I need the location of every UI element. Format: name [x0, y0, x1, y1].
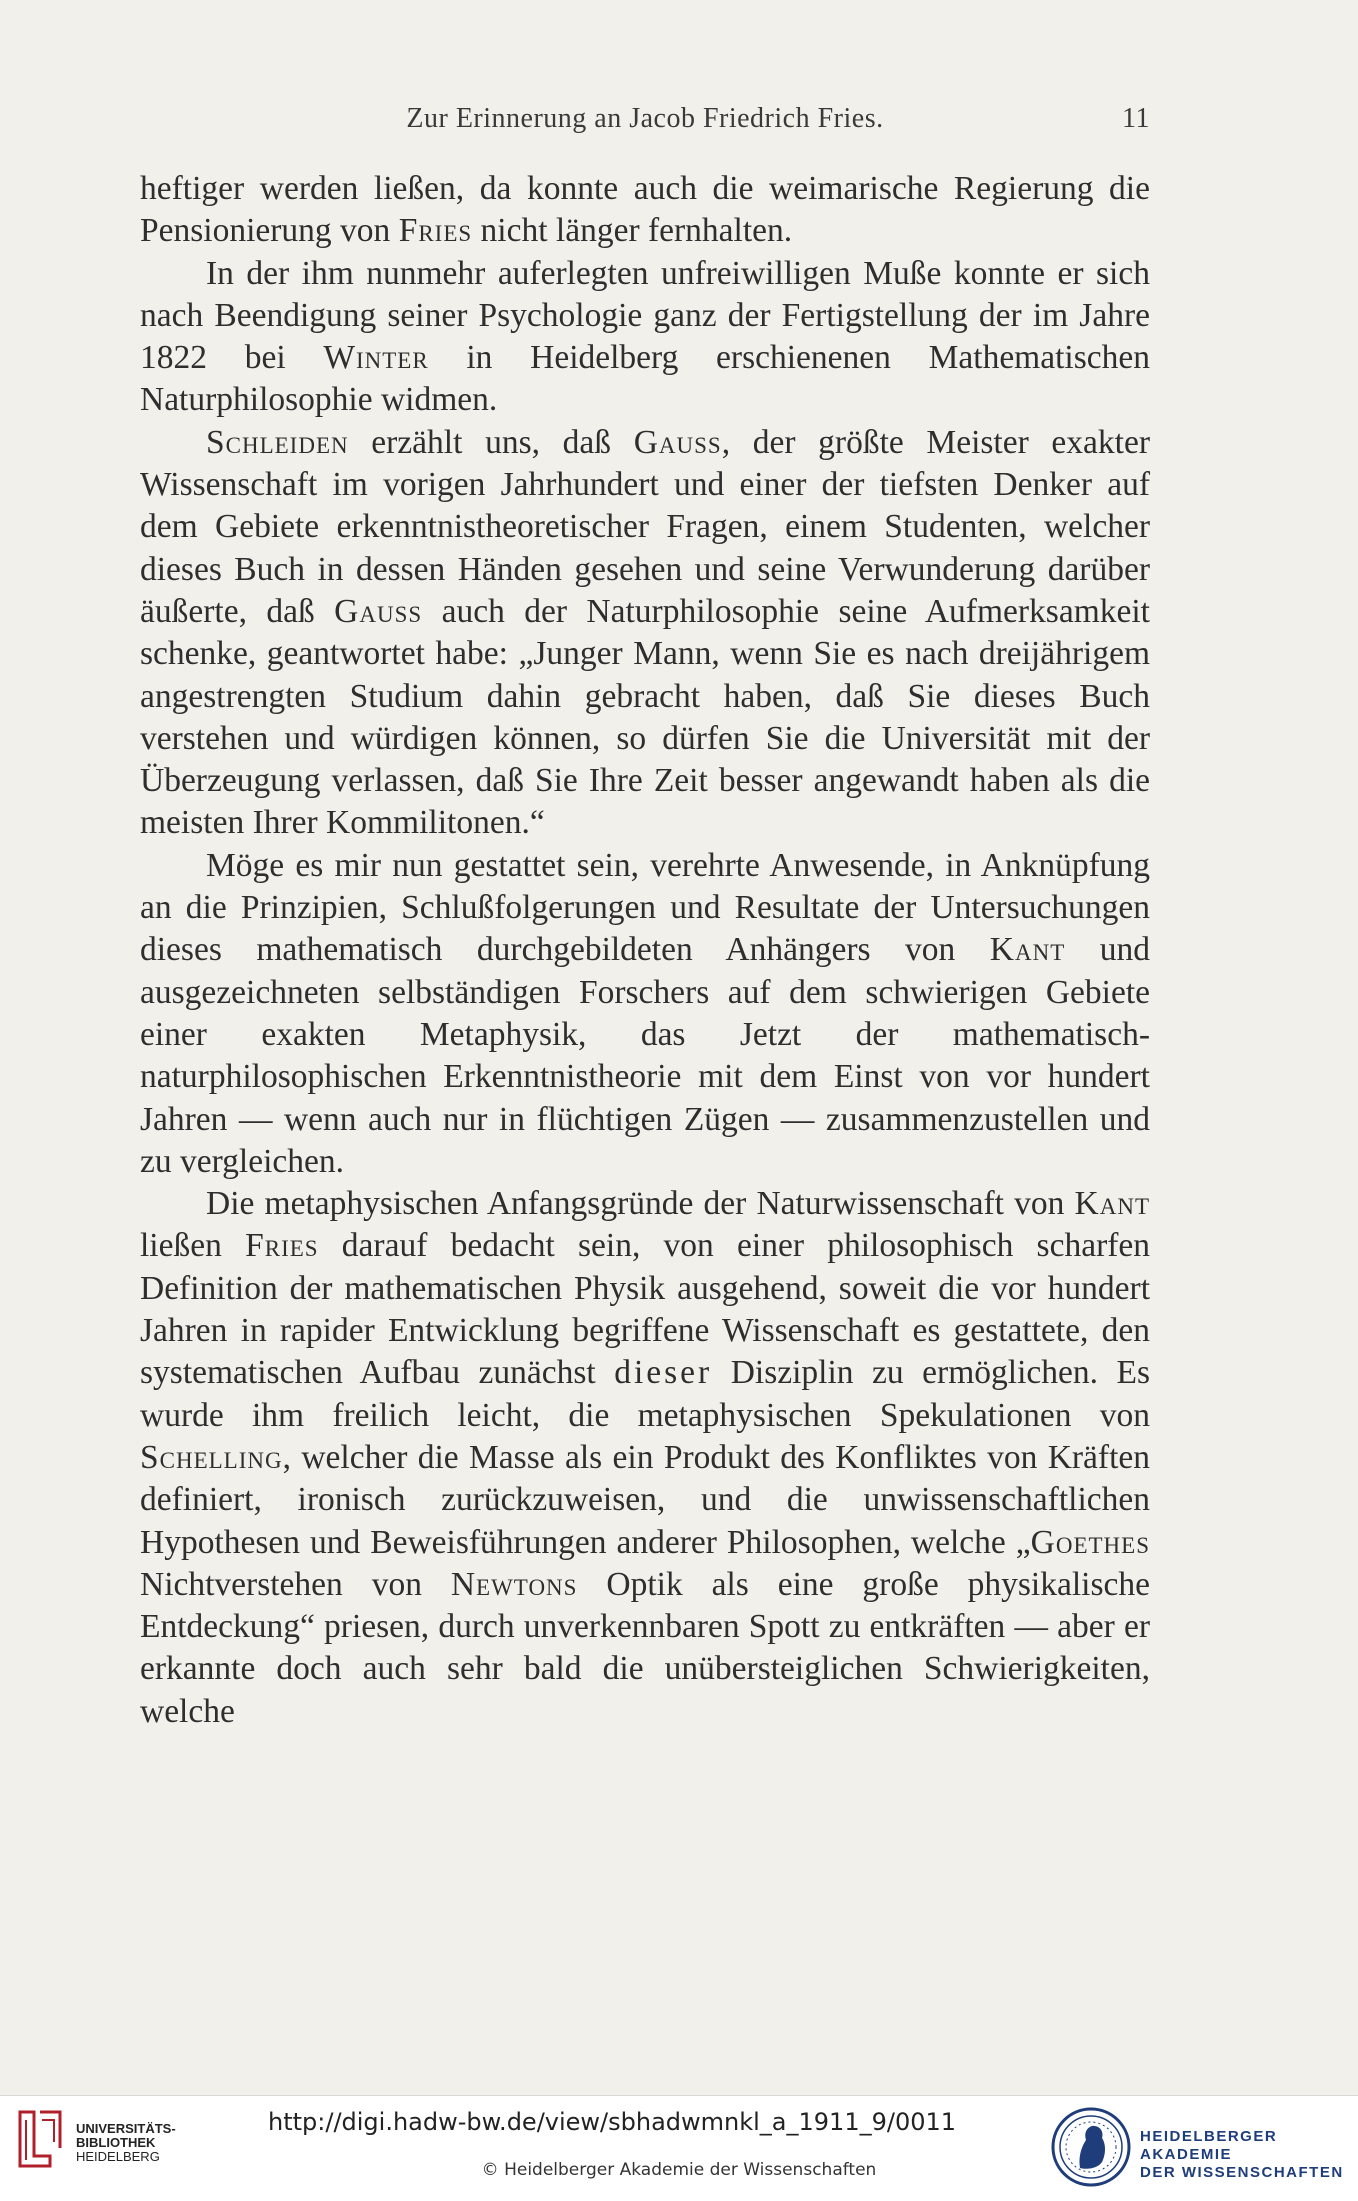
name-smallcaps: Kant [1074, 1185, 1150, 1223]
library-name-line: BIBLIOTHEK [76, 2135, 156, 2150]
text-run: in Heidelberg erschienenen Mathematischen Naturphilosophie widmen. [140, 339, 1150, 419]
text-run: erzählt uns, daß [348, 423, 634, 461]
library-name-line: HEIDELBERG [76, 2149, 160, 2164]
permalink-url[interactable]: http://digi.hadw-bw.de/view/sbhadwmnkl_a_1911_9/0011 [268, 2108, 957, 2136]
academy-name [1140, 2128, 1358, 2182]
academy-name-line: HEIDELBERGER AKADEMIE [1140, 2128, 1278, 2163]
name-smallcaps: Schleiden [206, 423, 349, 461]
name-smallcaps: Gauss [633, 423, 722, 461]
library-name [76, 2122, 176, 2164]
text-run: Nichtverstehen von [140, 1565, 451, 1603]
text-run: und ausgezeichneten selbständigen Forschers auf dem schwierigen Gebiete einer exakten Metaphysik, das Jetzt der mathematisch-naturphilosophischen Erkenntnistheorie mit dem Einst von vor hundert Jahren — wenn auch nur in flüchtigen Zügen — zusammenzustellen und zu vergleichen. [140, 931, 1151, 1180]
paragraph-1 [140, 168, 1150, 253]
text-run: ließen [140, 1227, 246, 1265]
paragraph-3 [140, 422, 1150, 845]
text-run: , welcher die Masse als ein Produkt des Konfliktes von Kräften definiert, ironisch zurückzuweisen, und die unwissenschaftlichen Hypothesen und Beweisführungen anderer Philosophen, welche „ [140, 1438, 1150, 1561]
text-run: Möge es mir nun gestattet sein, verehrte Anwesende, in Anknüpfung an die Prinzipien, Schlußfolgerungen und Resultate der Untersuchungen dieses mathematisch durchgebildeten Anhängers von [140, 846, 1150, 969]
name-smallcaps: Goethes [1030, 1523, 1150, 1561]
text-run: , der größte Meister exakter Wissenschaft im vorigen Jahrhundert und einer der tiefsten Denker auf dem Gebiete erkenntnistheoretischer Fragen, einem Studenten, welcher dieses Buch in dessen Händen gesehen und seine Verwunderung darüber äußerte, daß [140, 423, 1150, 630]
academy-seal-icon [1050, 2106, 1132, 2188]
text-run: nicht länger fernhalten. [472, 212, 793, 250]
text-run: darauf bedacht sein, von einer philosophisch scharfen Definition der mathematischen Physik ausgehend, soweit die vor hundert Jahren in rapider Entwicklung begriffene Wissenschaft es gestattete, den systematischen Aufbau zunächst [140, 1227, 1150, 1392]
name-smallcaps: Schelling [140, 1438, 283, 1476]
copyright-notice: © Heidelberger Akademie der Wissenschaften [481, 2160, 877, 2180]
name-smallcaps: Fries [245, 1227, 319, 1265]
text-run: auch der Naturphilosophie seine Aufmerksamkeit schenke, geantwortet habe: „Junger Mann, wenn Sie es nach dreijährigem angestrengten Studium dahin gebracht haben, daß Sie dieses Buch verstehen und würdigen können, so dürfen Sie die Universität mit der Überzeugung verlassen, daß Sie Ihre Zeit besser angewandt haben als die meisten Ihrer Kommilitonen.“ [140, 592, 1150, 842]
text-run: In der ihm nunmehr auferlegten unfreiwilligen Muße konnte er sich nach Beendigung seiner Psychologie ganz der Fertigstellung der im Jahre 1822 bei [140, 254, 1150, 377]
academy-name-line: DER WISSENSCHAFTEN [1140, 2164, 1344, 2181]
paragraph-2 [140, 253, 1150, 422]
name-smallcaps: Newtons [450, 1565, 578, 1603]
name-smallcaps: Winter [323, 339, 429, 377]
page-number: 11 [1122, 103, 1150, 134]
viewer-footer [0, 2095, 1358, 2201]
paragraph-4 [140, 845, 1150, 1183]
running-title: Zur Erinnerung an Jacob Friedrich Fries. [406, 103, 884, 134]
text-run: Die metaphysischen Anfangsgründe der Naturwissenschaft von [206, 1185, 1075, 1223]
name-smallcaps: Fries [398, 212, 473, 250]
emphasis-spaced: dieser [614, 1354, 713, 1392]
text-run: Optik als eine große physikalische Entdeckung“ priesen, durch unverkennbaren Spott zu entkräften — aber er erkannte doch auch sehr bald die unübersteiglichen Schwierigkeiten, welche [140, 1565, 1150, 1730]
body-text [140, 168, 1150, 1733]
name-smallcaps: Gauss [334, 592, 423, 630]
library-name-line: UNIVERSITÄTS- [76, 2121, 176, 2136]
paragraph-5 [140, 1183, 1150, 1733]
name-smallcaps: Kant [989, 931, 1066, 969]
text-run: heftiger werden ließen, da konnte auch die weimarische Regierung die Pensionierung von [140, 170, 1150, 250]
text-run: Disziplin zu ermöglichen. Es wurde ihm freilich leicht, die metaphysischen Spekulationen von [140, 1354, 1150, 1434]
